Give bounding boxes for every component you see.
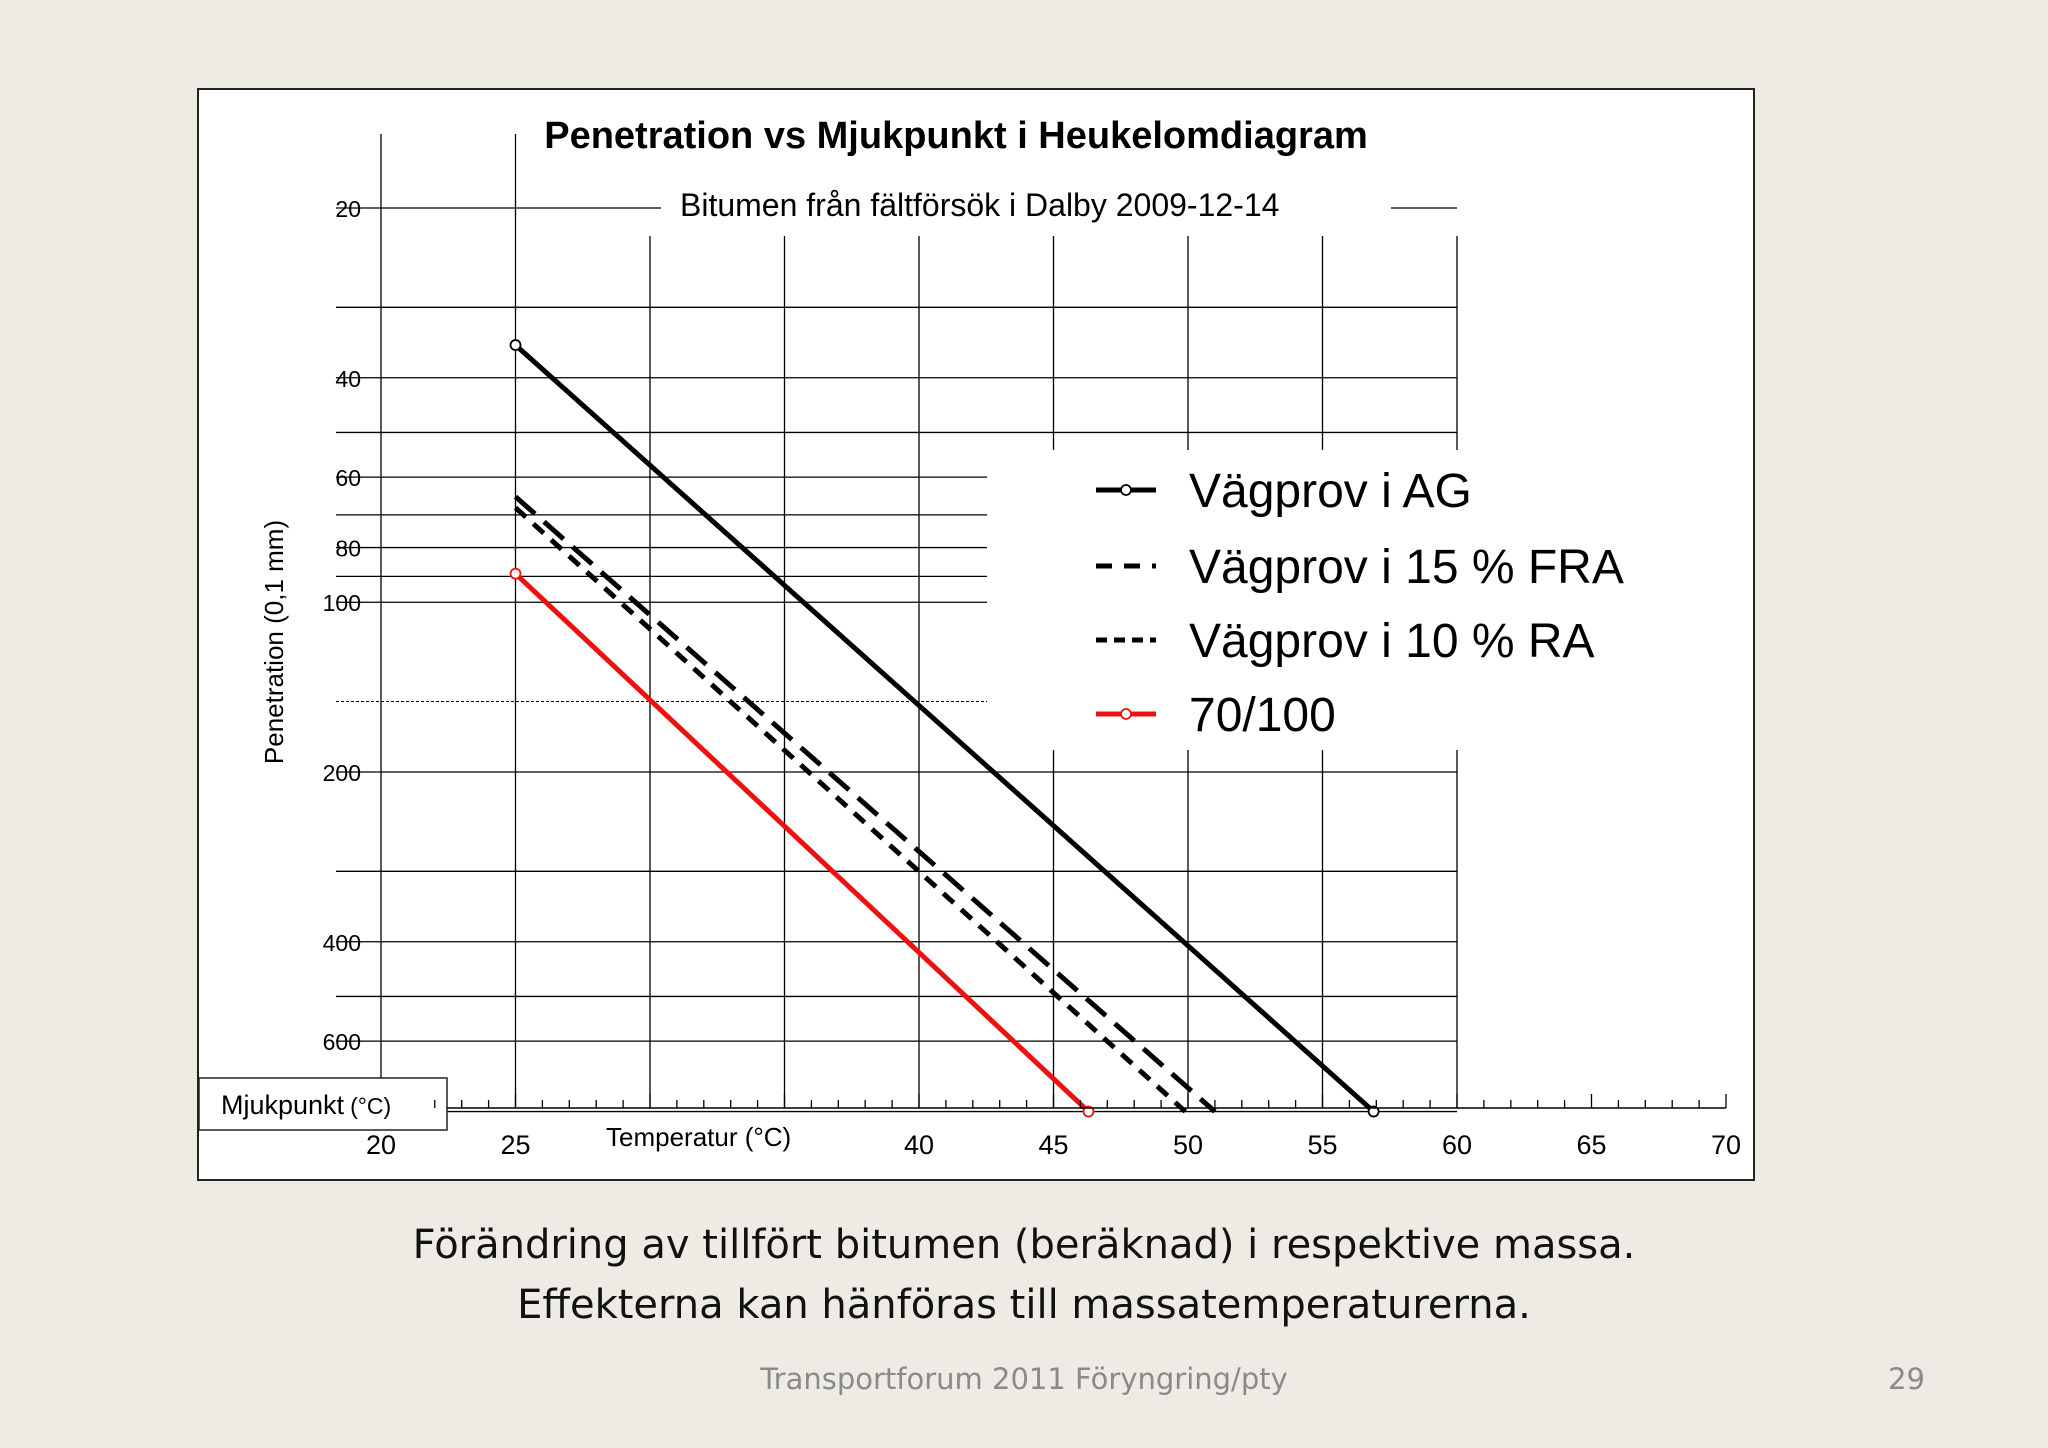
- x-tick-label: 25: [500, 1130, 531, 1160]
- x-tick-label: 50: [1172, 1130, 1204, 1160]
- legend-label-1: Vägprov i AG: [1189, 465, 1472, 518]
- series-marker-1: [511, 340, 521, 350]
- y-tick-label: 80: [335, 535, 361, 562]
- chart-frame: [197, 88, 1755, 1181]
- chart-subtitle: Bitumen från fältförsök i Dalby 2009-12-14: [680, 187, 1280, 223]
- chart-svg: [199, 90, 1753, 1179]
- x-tick-label: 45: [1038, 1130, 1069, 1160]
- legend-marker-4: [1121, 709, 1131, 719]
- x-tick-label: 40: [903, 1130, 935, 1160]
- series-marker-4: [511, 569, 521, 579]
- series-line-4: [516, 574, 1089, 1112]
- x-tick-label: 20: [365, 1130, 397, 1160]
- y-axis-label: Penetration (0,1 mm): [259, 519, 289, 765]
- y-tick-label: 60: [335, 465, 361, 492]
- y-tick-label: 600: [322, 1029, 361, 1056]
- y-tick-label: 400: [322, 929, 361, 956]
- y-tick-label: 40: [335, 365, 361, 392]
- x-tick-label: 60: [1441, 1130, 1473, 1160]
- legend-label-4: 70/100: [1189, 689, 1336, 742]
- x-axis-label: Temperatur (°C): [606, 1122, 792, 1152]
- chart-title: Penetration vs Mjukpunkt i Heukelomdiagram: [544, 115, 1368, 157]
- slide-caption: [0, 1215, 2048, 1335]
- x-tick-label: 65: [1576, 1130, 1607, 1160]
- y-tick-label: 20: [335, 196, 361, 222]
- caption-line-2: Effekterna kan hänföras till massatemperaturerna.: [517, 1282, 1531, 1328]
- y-tick-label: 200: [322, 760, 361, 786]
- caption-line-1: Förändring av tillfört bitumen (beräknad) i respektive massa.: [412, 1222, 1636, 1268]
- x-tick-label: 70: [1710, 1130, 1742, 1160]
- legend-label-3: Vägprov i 10 % RA: [1189, 615, 1595, 668]
- slide-number: 29: [1888, 1362, 1925, 1396]
- slide-footer: Transportforum 2011 Föryngring/pty: [760, 1362, 1288, 1396]
- mjukpunkt-label: Mjukpunkt (°C): [221, 1090, 392, 1120]
- x-tick-label: 55: [1307, 1130, 1338, 1160]
- legend-label-2: Vägprov i 15 % FRA: [1189, 541, 1624, 594]
- legend-marker-1: [1121, 485, 1131, 495]
- y-tick-label: 100: [322, 590, 361, 617]
